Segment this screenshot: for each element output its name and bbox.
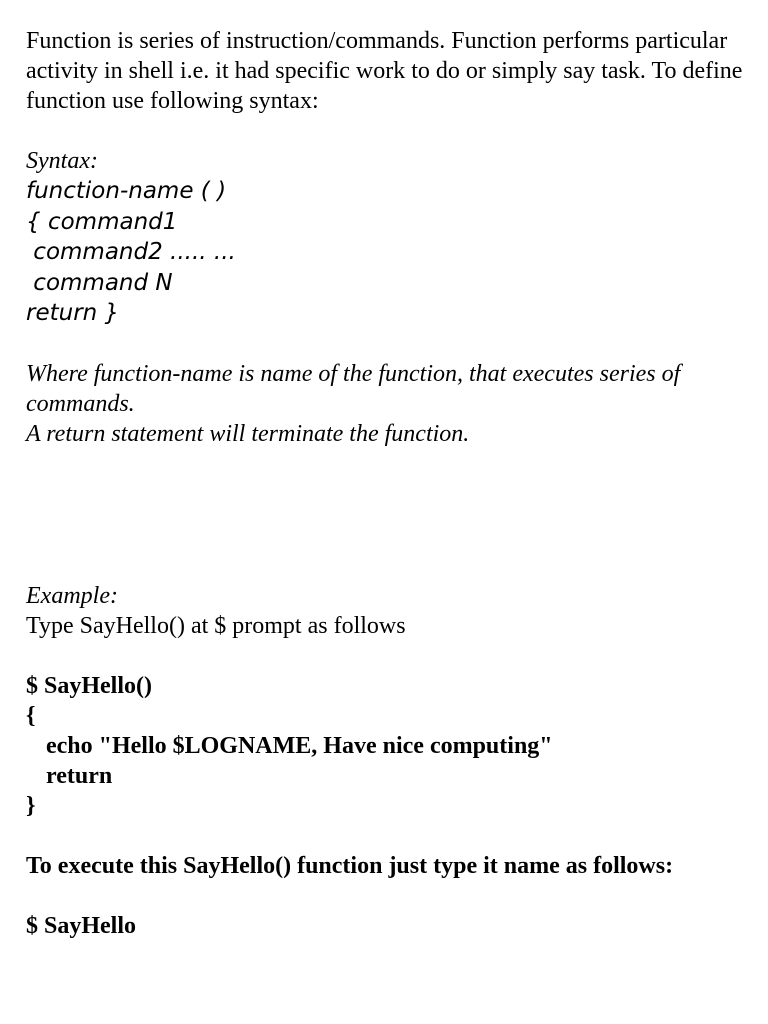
syntax-line: { command1 — [26, 208, 178, 235]
example-code-block — [26, 671, 756, 821]
example-instruction: Type SayHello() at $ prompt as follows — [26, 612, 406, 639]
code-line: { — [26, 702, 36, 729]
document-page — [26, 26, 756, 941]
syntax-line: return } — [26, 300, 120, 326]
spacer — [26, 116, 756, 146]
syntax-line: command2 ..... ... — [26, 239, 236, 265]
syntax-block — [26, 176, 756, 329]
spacer — [26, 329, 756, 359]
syntax-heading: Syntax: — [26, 148, 98, 174]
explanation-line-1: Where function-name is name of the function, that executes series of commands. — [26, 360, 681, 417]
code-line: return — [46, 762, 113, 789]
spacer — [26, 641, 756, 671]
spacer — [26, 449, 756, 581]
spacer — [26, 881, 756, 911]
execute-command: $ SayHello — [26, 912, 137, 939]
code-line: } — [26, 792, 36, 819]
execute-note: To execute this SayHello() function just type it name as follows: — [26, 852, 674, 879]
syntax-line: command N — [26, 269, 173, 296]
spacer — [26, 821, 756, 851]
code-line: $ SayHello() — [26, 672, 152, 699]
intro-paragraph: Function is series of instruction/commands. Function performs particular activity in shell i.e. it had specific work to do or simply say task. To define function use following syntax: — [26, 28, 743, 114]
code-line: echo "Hello $LOGNAME, Have nice computing" — [46, 732, 553, 759]
explanation-line-2: A return statement will terminate the function. — [26, 420, 470, 447]
example-heading: Example: — [26, 582, 118, 609]
syntax-line: function-name ( ) — [26, 178, 227, 204]
